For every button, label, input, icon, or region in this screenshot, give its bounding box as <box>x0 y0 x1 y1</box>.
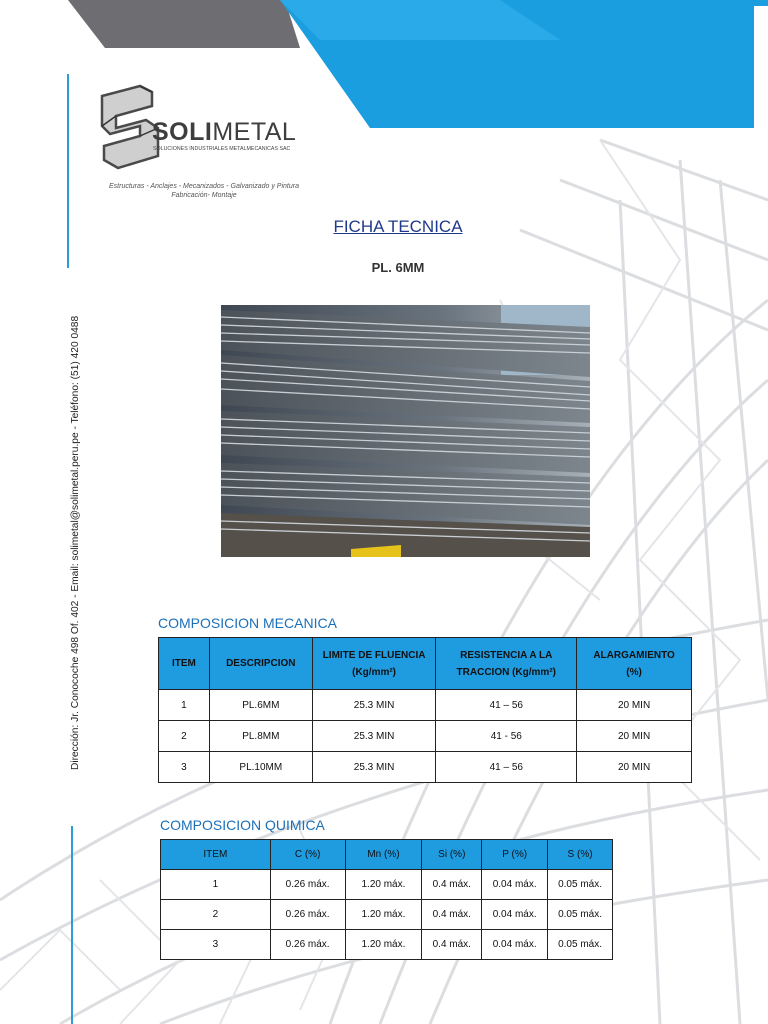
cell-si: 0.4 máx. <box>422 870 482 900</box>
mecanica-table <box>158 637 692 783</box>
cell-fluencia: 25.3 MIN <box>312 690 436 721</box>
cell-item: 1 <box>159 690 210 721</box>
left-accent-line-bottom <box>71 826 73 1024</box>
quimica-heading: COMPOSICION QUIMICA <box>160 817 325 833</box>
cell-p: 0.04 máx. <box>482 900 548 930</box>
cell-mn: 1.20 máx. <box>345 930 422 960</box>
cell-traccion: 41 – 56 <box>436 690 577 721</box>
services-line-2: Fabricación- Montaje <box>171 192 237 199</box>
col-alarg-line2: (%) <box>626 666 642 678</box>
brand-name <box>152 118 296 147</box>
services-line-1: Estructuras - Anclajes - Mecanizados - Galvanizado y Pintura <box>109 183 299 190</box>
cell-descripcion: PL.10MM <box>209 752 312 783</box>
cell-mn: 1.20 máx. <box>345 870 422 900</box>
cell-c: 0.26 máx. <box>270 900 345 930</box>
cell-s: 0.05 máx. <box>548 900 613 930</box>
brand-tagline: SOLUCIONES INDUSTRIALES METALMECANICAS SAC <box>153 146 291 152</box>
page-title: FICHA TECNICA <box>333 217 463 236</box>
cell-s: 0.05 máx. <box>548 930 613 960</box>
cell-alargamiento: 20 MIN <box>577 721 692 752</box>
vertical-address-text: Dirección: Jr. Conocoche 498 Of. 402 - Email: solimetal@solimetal.peru.pe - Teléfono: (51) 420 0488 <box>70 315 81 770</box>
table-row <box>159 721 692 752</box>
col-alargamiento <box>577 638 692 690</box>
table-row <box>161 900 613 930</box>
cell-item: 2 <box>161 900 271 930</box>
col-fluencia <box>312 638 436 690</box>
col-traccion-line1: RESISTENCIA A LA <box>460 649 553 661</box>
table-row <box>159 690 692 721</box>
cell-p: 0.04 máx. <box>482 930 548 960</box>
col-fluencia-line2: (Kg/mm²) <box>352 666 397 678</box>
product-subtitle: PL. 6MM <box>371 260 425 275</box>
steel-plates-photo <box>221 305 590 557</box>
cell-item: 1 <box>161 870 271 900</box>
col-p: P (%) <box>482 840 548 870</box>
col-si: Si (%) <box>422 840 482 870</box>
col-item: ITEM <box>159 638 210 690</box>
col-descripcion: DESCRIPCION <box>209 638 312 690</box>
cell-fluencia: 25.3 MIN <box>312 752 436 783</box>
cell-si: 0.4 máx. <box>422 900 482 930</box>
col-c: C (%) <box>270 840 345 870</box>
left-accent-line-top <box>67 74 69 268</box>
cell-alargamiento: 20 MIN <box>577 752 692 783</box>
cell-traccion: 41 - 56 <box>436 721 577 752</box>
table-row <box>161 870 613 900</box>
cell-c: 0.26 máx. <box>270 930 345 960</box>
table-row <box>159 752 692 783</box>
col-alarg-line1: ALARGAMIENTO <box>593 649 675 661</box>
col-mn: Mn (%) <box>345 840 422 870</box>
col-item: ITEM <box>161 840 271 870</box>
col-s: S (%) <box>548 840 613 870</box>
services-text <box>96 182 312 200</box>
mecanica-heading: COMPOSICION MECANICA <box>158 615 337 631</box>
cell-alargamiento: 20 MIN <box>577 690 692 721</box>
cell-c: 0.26 máx. <box>270 870 345 900</box>
table-header-row <box>161 840 613 870</box>
brand-name-rest: METAL <box>212 118 297 146</box>
table-row <box>161 930 613 960</box>
quimica-table <box>160 839 613 960</box>
cell-si: 0.4 máx. <box>422 930 482 960</box>
cell-descripcion: PL.8MM <box>209 721 312 752</box>
cell-fluencia: 25.3 MIN <box>312 721 436 752</box>
col-traccion-line2: TRACCION (Kg/mm²) <box>456 666 556 678</box>
col-fluencia-line1: LIMITE DE FLUENCIA <box>322 649 426 661</box>
cell-item: 2 <box>159 721 210 752</box>
cell-descripcion: PL.6MM <box>209 690 312 721</box>
cell-s: 0.05 máx. <box>548 870 613 900</box>
table-header-row <box>159 638 692 690</box>
col-traccion <box>436 638 577 690</box>
cell-mn: 1.20 máx. <box>345 900 422 930</box>
cell-item: 3 <box>159 752 210 783</box>
cell-item: 3 <box>161 930 271 960</box>
brand-name-bold: SOLI <box>152 118 213 146</box>
cell-p: 0.04 máx. <box>482 870 548 900</box>
cell-traccion: 41 – 56 <box>436 752 577 783</box>
